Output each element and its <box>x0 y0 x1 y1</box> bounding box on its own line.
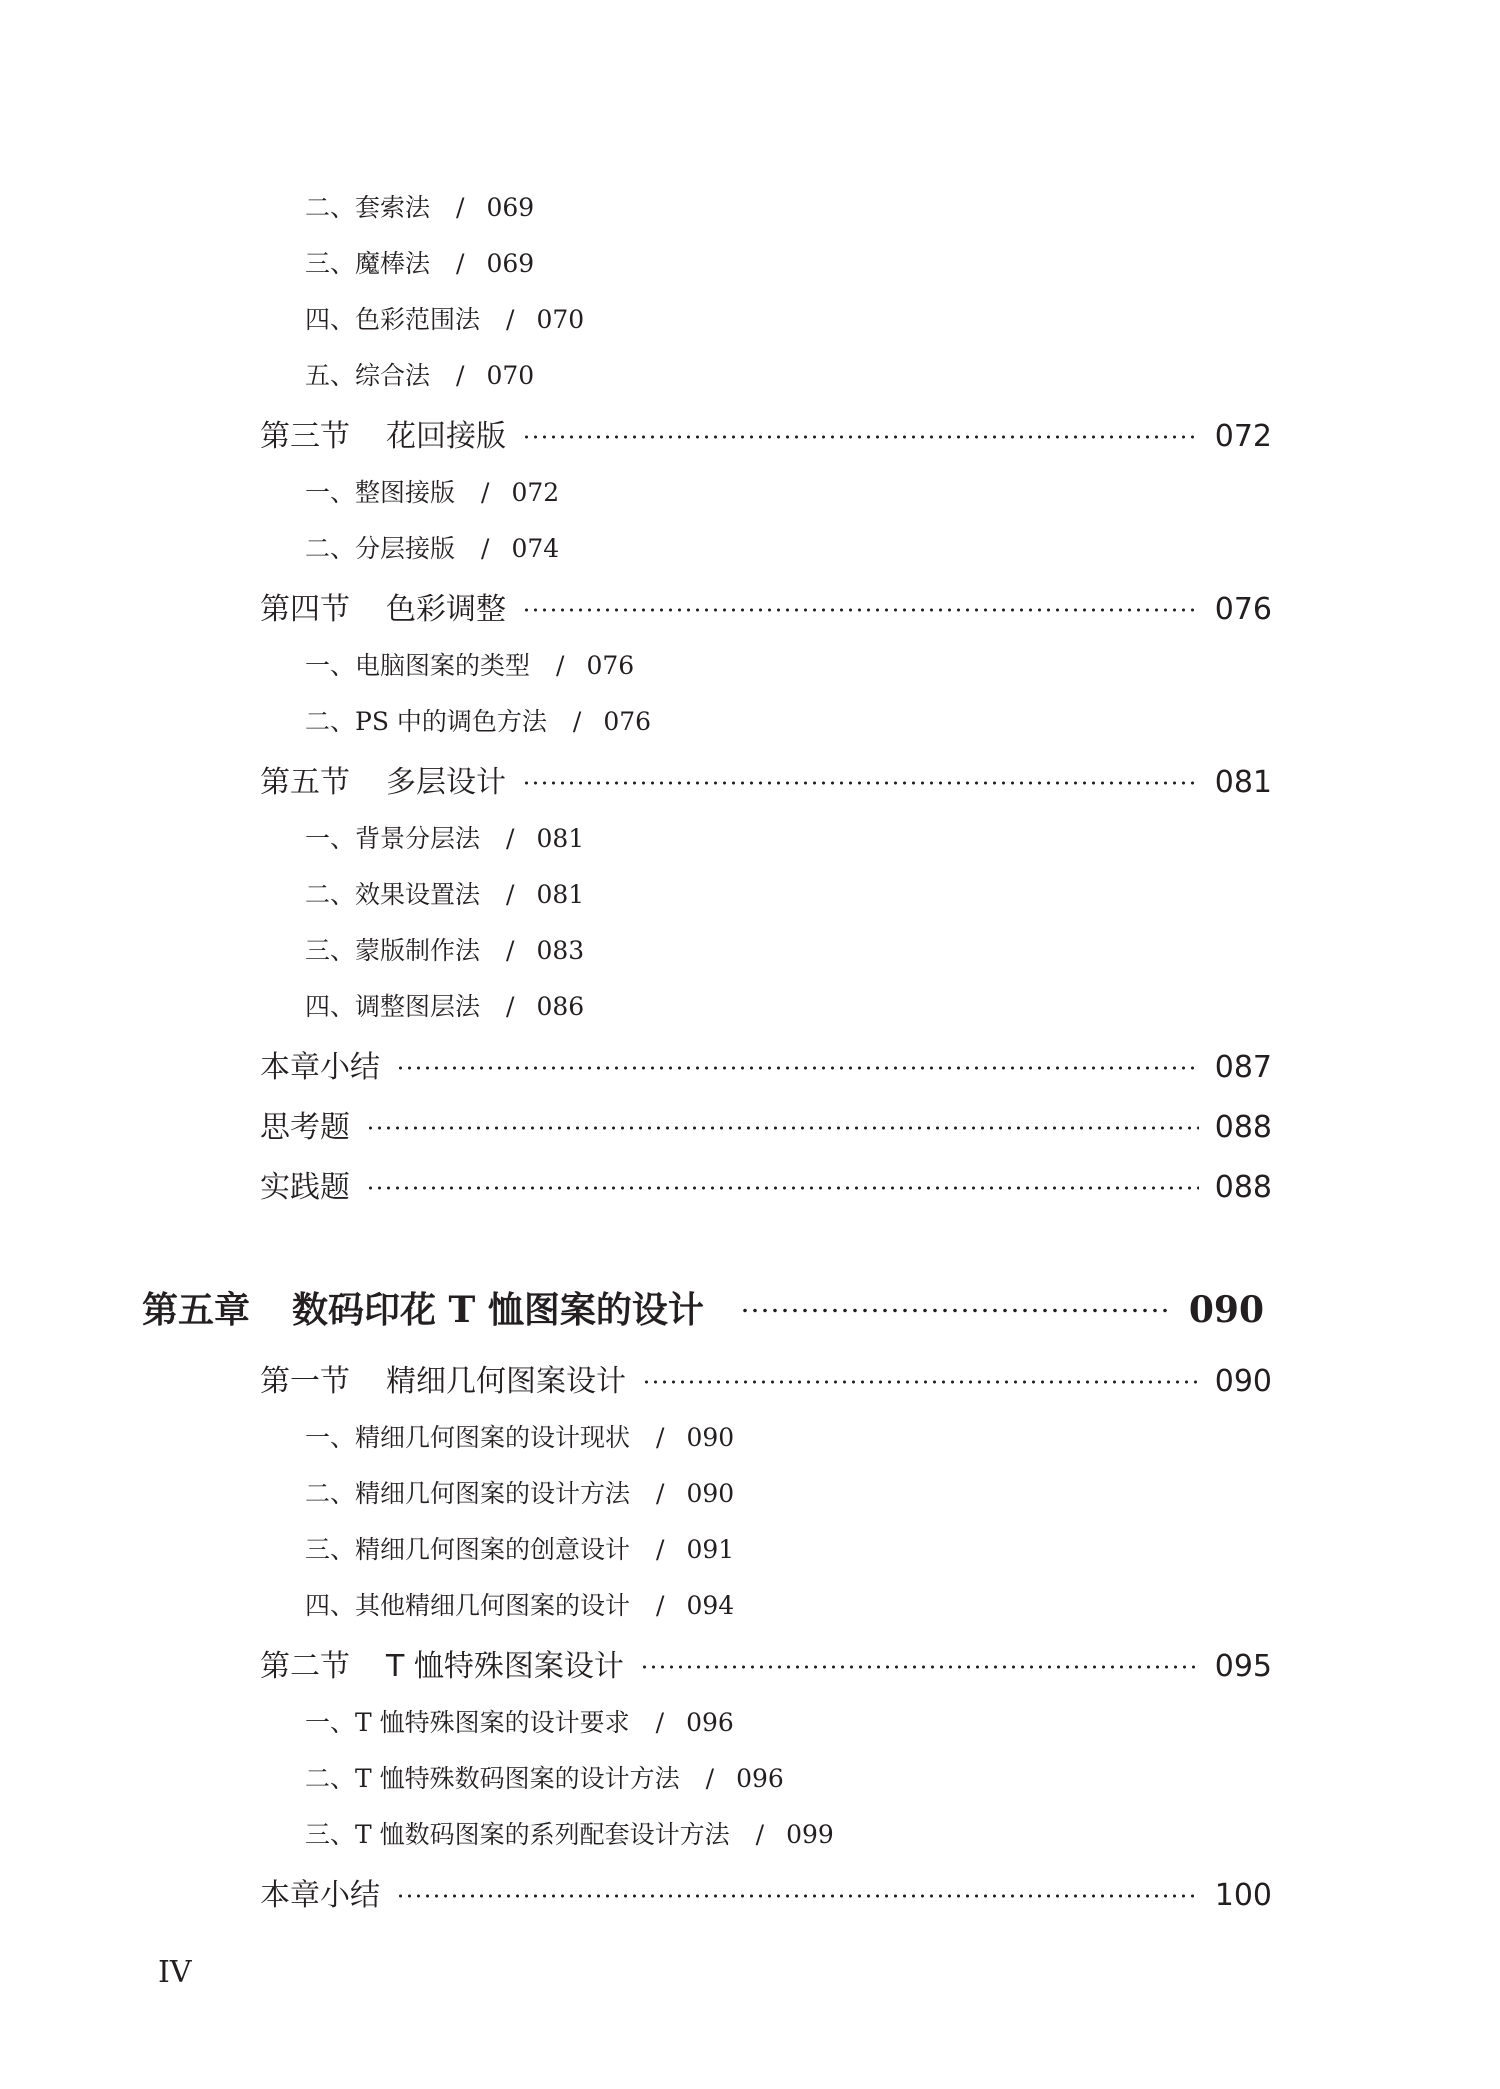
subitem-label: 三、魔棒法 <box>305 249 431 278</box>
dot-leader <box>366 1186 1199 1190</box>
page-number: 083 <box>536 936 585 965</box>
subitem-label: 二、套索法 <box>305 193 431 222</box>
toc-subitem <box>305 178 534 238</box>
toc-subitem <box>305 1576 734 1636</box>
subitem-label: 三、精细几何图案的创意设计 <box>305 1535 631 1564</box>
page-number: 070 <box>536 305 585 334</box>
toc-subitem <box>305 692 651 752</box>
toc-subitem <box>305 977 584 1037</box>
separator: / <box>481 534 490 563</box>
page-number: 081 <box>536 824 585 853</box>
separator: / <box>506 936 515 965</box>
separator: / <box>572 707 582 736</box>
separator: / <box>656 1479 665 1508</box>
subitem-label: 二、精细几何图案的设计方法 <box>305 1479 631 1508</box>
subitem-label: 一、精细几何图案的设计现状 <box>305 1423 631 1452</box>
page-number: 095 <box>1214 1649 1272 1684</box>
subitem-label: 一、背景分层法 <box>305 824 481 853</box>
section-title: 思考题 <box>260 1110 350 1145</box>
separator: / <box>656 1591 665 1620</box>
toc-subitem <box>305 865 584 925</box>
toc-subitem <box>305 1693 734 1753</box>
subitem-label: 一、T 恤特殊图案的设计要求 <box>305 1708 630 1737</box>
subitem-label: 二、分层接版 <box>305 534 456 563</box>
toc-chapter <box>142 1275 1264 1345</box>
section-number: 第四节 <box>260 592 350 627</box>
section-number: 第一节 <box>260 1364 350 1399</box>
chapter-title: 数码印花 T 恤图案的设计 <box>292 1289 704 1331</box>
page-number: 072 <box>1214 419 1272 454</box>
page-number: 081 <box>1214 765 1272 800</box>
section-number: 第二节 <box>260 1649 350 1684</box>
page-number: 076 <box>586 651 635 680</box>
dot-leader <box>522 781 1199 785</box>
dot-leader <box>522 608 1199 612</box>
toc-section <box>260 1352 1272 1412</box>
section-title: 实践题 <box>260 1170 350 1205</box>
separator: / <box>506 880 515 909</box>
dot-leader <box>642 1380 1199 1384</box>
toc-subitem <box>305 1408 734 1468</box>
toc-subitem <box>305 519 559 579</box>
toc-subitem <box>305 1805 834 1865</box>
section-number: 第三节 <box>260 419 350 454</box>
toc-subitem <box>305 921 584 981</box>
page-number: 086 <box>536 992 585 1021</box>
section-title: 色彩调整 <box>386 592 506 627</box>
page-number: 074 <box>511 534 560 563</box>
dot-leader <box>640 1665 1199 1669</box>
page-number: 072 <box>511 478 560 507</box>
subitem-label: 一、整图接版 <box>305 478 456 507</box>
separator: / <box>556 651 565 680</box>
subitem-label: 二、PS 中的调色方法 <box>305 707 547 736</box>
separator: / <box>655 1708 665 1737</box>
toc-section <box>260 1637 1272 1697</box>
toc-section <box>260 1866 1272 1926</box>
chapter-number: 第五章 <box>142 1289 251 1331</box>
page-number: 069 <box>486 193 535 222</box>
dot-leader <box>522 435 1199 439</box>
subitem-label: 二、效果设置法 <box>305 880 481 909</box>
toc-subitem <box>305 1464 734 1524</box>
toc-subitem <box>305 290 584 350</box>
page-number: 090 <box>686 1479 735 1508</box>
separator: / <box>656 1535 665 1564</box>
separator: / <box>755 1820 765 1849</box>
page-number: 088 <box>1214 1170 1272 1205</box>
section-number: 第五节 <box>260 765 350 800</box>
dot-leader <box>396 1894 1199 1898</box>
page-number: 090 <box>1188 1289 1264 1331</box>
subitem-label: 四、色彩范围法 <box>305 305 481 334</box>
section-title: 本章小结 <box>260 1050 380 1085</box>
toc-subitem <box>305 1520 734 1580</box>
page-number: 096 <box>686 1708 734 1737</box>
page-number: 081 <box>536 880 585 909</box>
section-title: 精细几何图案设计 <box>386 1364 626 1399</box>
page-number: 099 <box>786 1820 834 1849</box>
separator: / <box>481 478 490 507</box>
section-title: 花回接版 <box>386 419 506 454</box>
separator: / <box>456 249 465 278</box>
separator: / <box>656 1423 665 1452</box>
toc-subitem <box>305 636 634 696</box>
dot-leader <box>740 1308 1169 1313</box>
toc-subitem <box>305 234 534 294</box>
subitem-label: 三、蒙版制作法 <box>305 936 481 965</box>
separator: / <box>456 361 465 390</box>
subitem-label: 四、调整图层法 <box>305 992 481 1021</box>
toc-section <box>260 580 1272 640</box>
toc-subitem <box>305 809 584 869</box>
separator: / <box>456 193 465 222</box>
page-number: 070 <box>486 361 535 390</box>
dot-leader <box>396 1066 1199 1070</box>
subitem-label: 二、T 恤特殊数码图案的设计方法 <box>305 1764 680 1793</box>
toc-section <box>260 1038 1272 1098</box>
separator: / <box>506 305 515 334</box>
page-number: 090 <box>686 1423 735 1452</box>
separator: / <box>705 1764 715 1793</box>
page-number: 100 <box>1214 1878 1272 1913</box>
page-number: 069 <box>486 249 535 278</box>
page-number: 094 <box>686 1591 735 1620</box>
toc-section <box>260 1098 1272 1158</box>
folio-page-number: IV <box>158 1955 192 1990</box>
page-number: 076 <box>603 707 652 736</box>
toc-subitem <box>305 463 559 523</box>
page-number: 090 <box>1214 1364 1272 1399</box>
page-number: 091 <box>686 1535 735 1564</box>
section-title: 多层设计 <box>386 765 506 800</box>
separator: / <box>506 824 515 853</box>
toc-subitem <box>305 346 534 406</box>
toc-subitem <box>305 1749 784 1809</box>
page-number: 096 <box>736 1764 784 1793</box>
section-title: 本章小结 <box>260 1878 380 1913</box>
toc-section <box>260 407 1272 467</box>
page-number: 076 <box>1214 592 1272 627</box>
toc-section <box>260 1158 1272 1218</box>
subitem-label: 三、T 恤数码图案的系列配套设计方法 <box>305 1820 730 1849</box>
subitem-label: 五、综合法 <box>305 361 431 390</box>
subitem-label: 一、电脑图案的类型 <box>305 651 531 680</box>
subitem-label: 四、其他精细几何图案的设计 <box>305 1591 631 1620</box>
section-title: T 恤特殊图案设计 <box>386 1649 624 1684</box>
page-number: 088 <box>1214 1110 1272 1145</box>
page-number: 087 <box>1214 1050 1272 1085</box>
dot-leader <box>366 1126 1199 1130</box>
toc-section <box>260 753 1272 813</box>
separator: / <box>506 992 515 1021</box>
